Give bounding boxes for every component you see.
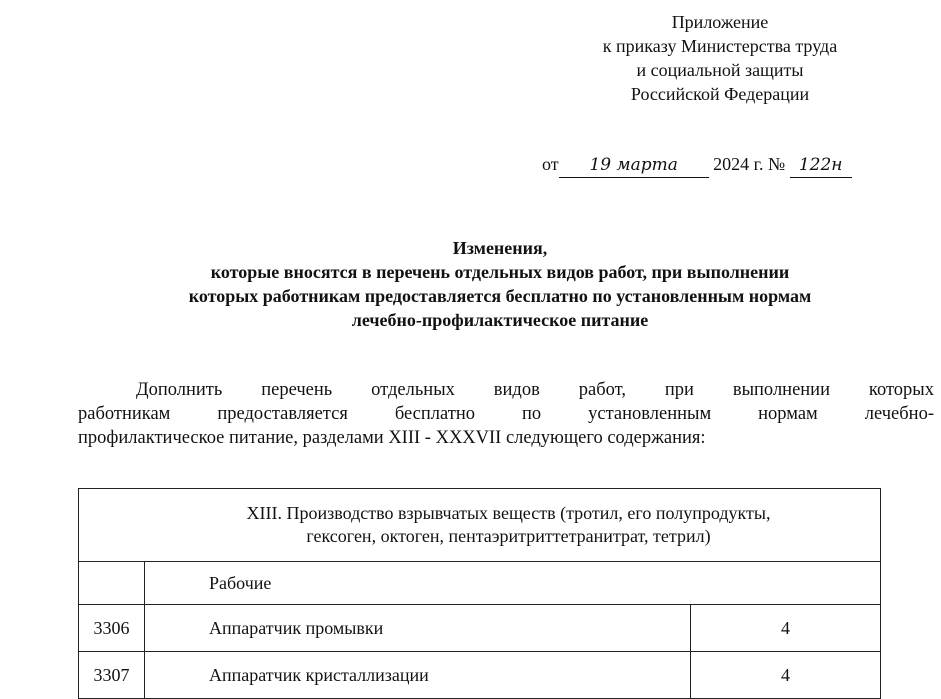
heading-line: которые вносятся в перечень отдельных видов работ, при выполнении — [210, 262, 790, 282]
subheader-row — [79, 562, 881, 605]
section-title-line: гексоген, октоген, пентаэритриттетранитрат, тетрил) — [306, 526, 711, 546]
code-cell: 3307 — [79, 652, 145, 699]
profession-cell: Аппаратчик кристаллизации — [145, 652, 691, 699]
table-row — [79, 605, 881, 652]
norm-cell: 4 — [691, 652, 881, 699]
heading-line: лечебно-профилактическое питание — [351, 310, 649, 330]
handwritten-order-number: 122н — [790, 153, 852, 178]
section-title-cell — [79, 489, 881, 562]
subheader-cell: Рабочие — [145, 562, 881, 605]
body-line: работникам предоставляется бесплатно по установленным нормам лечебно- — [78, 404, 934, 424]
norm-cell: 4 — [691, 605, 881, 652]
table-row — [79, 652, 881, 699]
body-paragraph — [78, 378, 934, 450]
code-cell: 3306 — [79, 605, 145, 652]
document-heading — [60, 236, 940, 332]
profession-cell: Аппаратчик промывки — [145, 605, 691, 652]
appendix-line: и социальной защиты — [636, 60, 804, 80]
appendix-block — [520, 10, 920, 106]
order-year: 2024 г. № — [713, 154, 786, 174]
section-row — [79, 489, 881, 562]
order-prefix: от — [542, 154, 559, 174]
appendix-line: к приказу Министерства труда — [602, 36, 838, 56]
handwritten-date: 19 марта — [559, 153, 709, 178]
heading-line: которых работникам предоставляется бесплатно по установленным нормам — [188, 286, 812, 306]
body-line: профилактическое питание, разделами XIII - XXXVII следующего содержания: — [78, 428, 706, 448]
empty-code-cell — [79, 562, 145, 605]
order-reference — [542, 152, 852, 178]
body-line: Дополнить перечень отдельных видов работ, при выполнении которых — [136, 380, 934, 400]
section-title-line: XIII. Производство взрывчатых веществ (тротил, его полупродукты, — [246, 503, 771, 523]
heading-title: Изменения, — [452, 238, 548, 258]
appendix-line: Российской Федерации — [630, 84, 810, 104]
work-types-table — [78, 488, 881, 699]
appendix-title: Приложение — [671, 12, 769, 32]
